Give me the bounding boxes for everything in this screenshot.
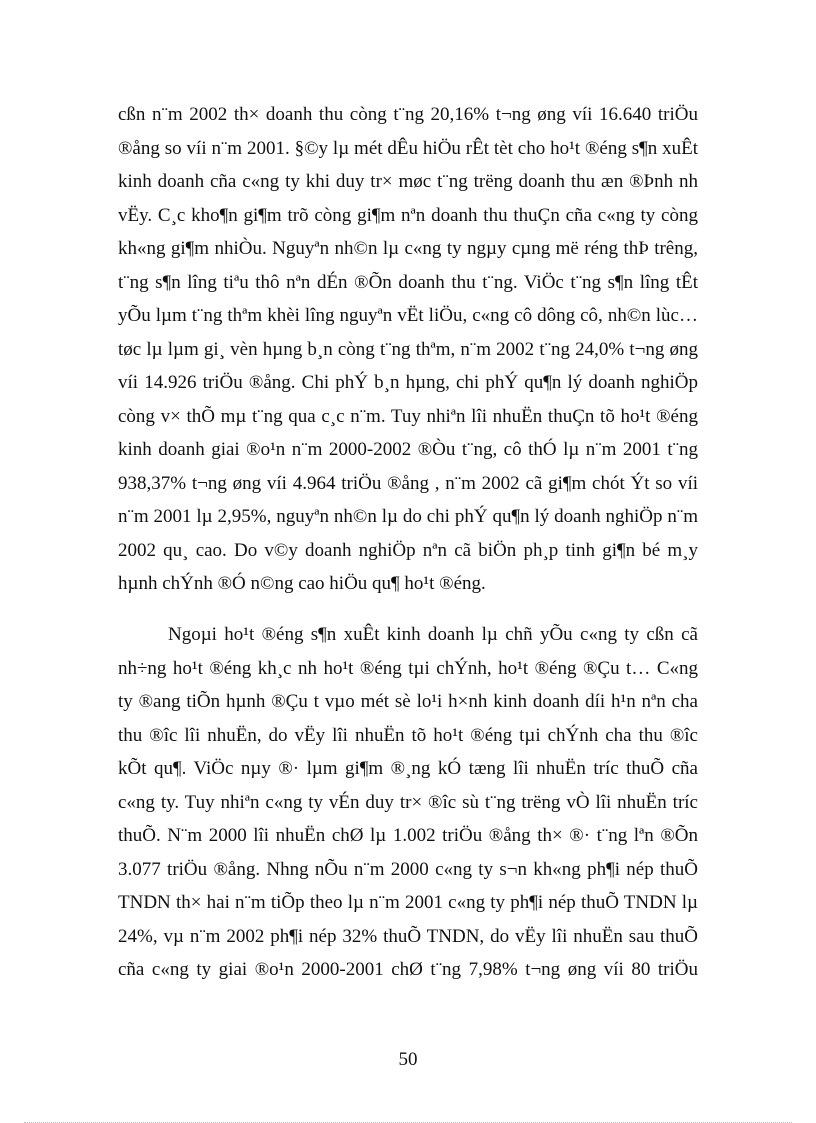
text-line: ®ång so víi n¨m 2001. §©y lµ mét dÊu hiÖu rÊt tèt cho ho¹t ®éng s¶n xuÊt [118, 137, 698, 159]
page-number: 50 [398, 1049, 418, 1070]
paragraph-2 [118, 618, 698, 987]
paragraph-1 [118, 98, 698, 601]
text-line: thuÕ. N¨m 2000 lîi nhuËn chØ lµ 1.002 triÖu ®ång th× ®· t¨ng lªn ®Õn [118, 825, 698, 846]
text-line: thu ®îc lîi nhuËn, do vËy lîi nhuËn tõ ho¹t ®éng tµi chÝnh cha thu ®îc [118, 724, 698, 746]
text-line: ty ®ang tiÕn hµnh ®Çu t vµo mét sè lo¹i h×nh kinh doanh díi h¹n nªn cha [118, 691, 698, 712]
text-line: 938,37% t¬ng øng víi 4.964 triÖu ®ång , n¨m 2002 cã gi¶m chót Ýt so víi [118, 472, 698, 494]
text-line: n¨m 2001 lµ 2,95%, nguyªn nh©n lµ do chi phÝ qu¶n lý doanh nghiÖp n¨m [118, 506, 698, 527]
text-line: 3.077 triÖu ®ång. Nhng nÕu n¨m 2000 c«ng ty s¬n kh«ng ph¶i nép thuÕ [118, 858, 698, 880]
text-line: víi 14.926 triÖu ®ång. Chi phÝ b¸n hµng, chi phÝ qu¶n lý doanh nghiÖp [118, 372, 698, 393]
text-line: còng v× thÕ mµ t¨ng qua c¸c n¨m. Tuy nhiªn lîi nhuËn thuÇn tõ ho¹t ®éng [118, 405, 698, 427]
text-line: cßn n¨m 2002 th× doanh thu còng t¨ng 20,16% t¬ng øng víi 16.640 triÖu [118, 104, 698, 125]
text-line: 2002 qu¸ cao. Do v©y doanh nghiÖp nªn cã biÖn ph¸p tinh gi¶n bé m¸y [118, 539, 698, 561]
text-line: yÕu lµm t¨ng thªm khèi lîng nguyªn vËt liÖu, c«ng cô dông cô, nh©n lùc… [118, 305, 698, 326]
text-line: tøc lµ lµm gi¸ vèn hµng b¸n còng t¨ng thªm, n¨m 2002 t¨ng 24,0% t¬ng øng [118, 338, 698, 360]
text-line: kinh doanh giai ®o¹n n¨m 2000-2002 ®Òu t¨ng, cô thÓ lµ n¨m 2001 t¨ng [118, 439, 698, 460]
text-line: kÕt qu¶. ViÖc nµy ®· lµm gi¶m ®¸ng kÓ tæng lîi nhuËn tríc thuÕ cña [118, 758, 698, 779]
text-line: nh÷ng ho¹t ®éng kh¸c nh ho¹t ®éng tµi chÝnh, ho¹t ®éng ®Çu t… C«ng [118, 657, 698, 679]
text-line-first: Ngoµi ho¹t ®éng s¶n xuÊt kinh doanh lµ chñ yÕu c«ng ty cßn cã [168, 624, 698, 645]
text-line: cña c«ng ty giai ®o¹n 2000-2001 chØ t¨ng 7,98% t¬ng øng víi 80 triÖu [118, 959, 698, 980]
text-line: 24%, vµ n¨m 2002 ph¶i nép 32% thuÕ TNDN, do vËy lîi nhuËn sau thuÕ [118, 925, 698, 947]
text-line-last: hµnh chÝnh ®Ó n©ng cao hiÖu qu¶ ho¹t ®éng. [118, 573, 486, 594]
text-line: t¨ng s¶n lîng tiªu thô nªn dÉn ®Õn doanh thu t¨ng. ViÖc t¨ng s¶n lîng tÊt [118, 271, 698, 293]
text-line: kinh doanh cña c«ng ty khi duy tr× møc t¨ng trëng doanh thu æn ®Þnh nh [118, 171, 698, 192]
text-line: kh«ng gi¶m nhiÒu. Nguyªn nh©n lµ c«ng ty ngµy cµng më réng thÞ trêng, [118, 238, 698, 259]
text-line: vËy. C¸c kho¶n gi¶m trõ còng gi¶m nªn doanh thu thuÇn cña c«ng ty còng [118, 204, 698, 226]
text-line: c«ng ty. Tuy nhiªn c«ng ty vÉn duy tr× ®îc sù t¨ng trëng vÒ lîi nhuËn tríc [118, 791, 698, 813]
text-line: TNDN th× hai n¨m tiÕp theo lµ n¨m 2001 c«ng ty ph¶i nép thuÕ TNDN lµ [118, 892, 698, 913]
